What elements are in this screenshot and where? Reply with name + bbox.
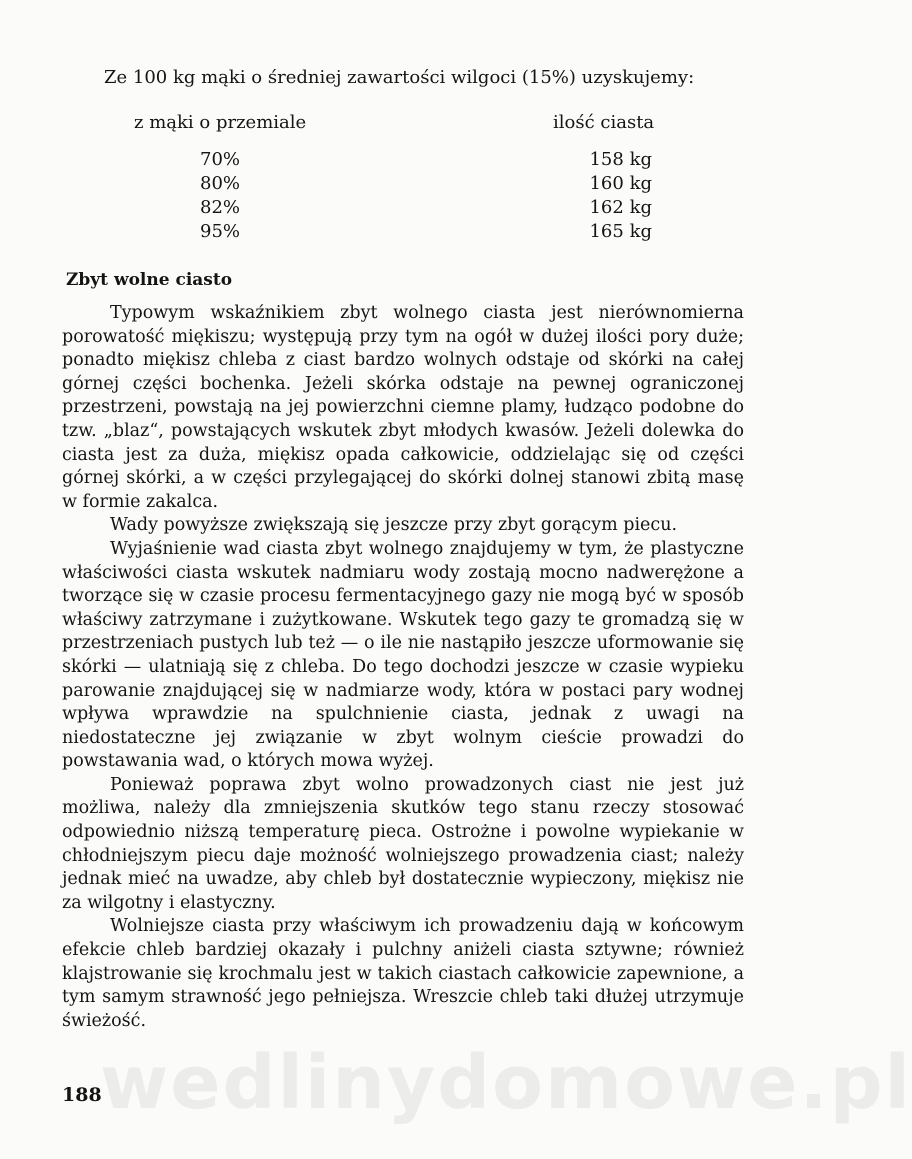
page-number: 188 [62,1084,102,1106]
paragraph: Wyjaśnienie wad ciasta zbyt wolnego znajdujemy w tym, że plastyczne właściwości ciasta wskutek nadmiaru wody zostają mocno nadwerężone a tworzące się w czasie procesu fermentacyjnego gazy nie mogą być w sposób właściwy zatrzymane i zużytkowane. Wskutek tego gazy te gromadzą się w przestrzeniach pustych lub też — o ile nie nastąpiło jeszcze uformowanie się skórki — ulatniają się z chleba. Do tego dochodzi jeszcze w czasie wypieku parowanie znajdującej się w nadmiarze wody, która w postaci pary wodnej wpływa wprawdzie na spulchnienie ciasta, jednak z uwagi na niedostateczne jej związanie w zbyt wolnym cieście prowadzi do powstawania wad, o których mowa wyżej. [62,538,744,772]
table-row [0,197,800,221]
watermark: wedlinydomowe.pl [100,1040,912,1126]
dough-kg: 162 kg [589,197,652,218]
dough-kg: 165 kg [589,221,652,242]
paragraph: Wady powyższe zwiększają się jeszcze przy zbyt gorącym piecu. [110,515,678,536]
paragraph: Ponieważ poprawa zbyt wolno prowadzonych ciast nie jest już możliwa, należy dla zmniejszenia skutków tego stanu rzeczy stosować odpowiednio niższą temperaturę pieca. Ostrożne i powolne wypiekanie w chłodniejszym piecu daje możność wolniejszego prowadzenia ciast; należy jednak mieć na uwadze, aby chleb był dostatecznie wypieczony, miękisz nie za wilgotny i elastyczny. [62,774,744,913]
table-header-milling: z mąki o przemiale [134,112,307,133]
table-row [0,173,800,197]
dough-kg: 158 kg [589,149,652,170]
table-row [0,149,800,173]
table-header-dough-amount: ilość ciasta [553,112,655,133]
table-row [0,221,800,245]
dough-kg: 160 kg [589,173,652,194]
section-heading: Zbyt wolne ciasto [66,270,233,290]
milling-percent: 70% [200,149,241,170]
section-body [62,302,744,1033]
intro-sentence: Ze 100 kg mąki o średniej zawartości wilgoci (15%) uzyskujemy: [104,67,695,88]
milling-percent: 80% [200,173,241,194]
milling-percent: 95% [200,221,241,242]
paragraph: Typowym wskaźnikiem zbyt wolnego ciasta jest nierównomierna porowatość miękiszu; występują przy tym na ogół w dużej ilości pory duże; ponadto miękisz chleba z ciast bardzo wolnych odstaje od skórki na całej górnej części bochenka. Jeżeli skórka odstaje na pewnej ograniczonej przestrzeni, powstają na jej powierzchni ciemne plamy, łudząco podobne do tzw. „blaz“, powstających wskutek zbyt młodych kwasów. Jeżeli dolewka do ciasta jest za duża, miękisz opada całkowicie, oddzielając się od części górnej skórki, a w części przylegającej do skórki dolnej stanowi zbitą masę w formie zakalca. [62,303,744,512]
paragraph: Wolniejsze ciasta przy właściwym ich prowadzeniu dają w końcowym efekcie chleb bardziej okazały i pulchny aniżeli ciasta sztywne; również klajstrowanie się krochmalu jest w takich ciastach całkowicie zapewnione, a tym samym strawność jego pełniejsza. Wreszcie chleb taki dłużej utrzymuje świeżość. [62,916,744,1031]
milling-percent: 82% [200,197,241,218]
